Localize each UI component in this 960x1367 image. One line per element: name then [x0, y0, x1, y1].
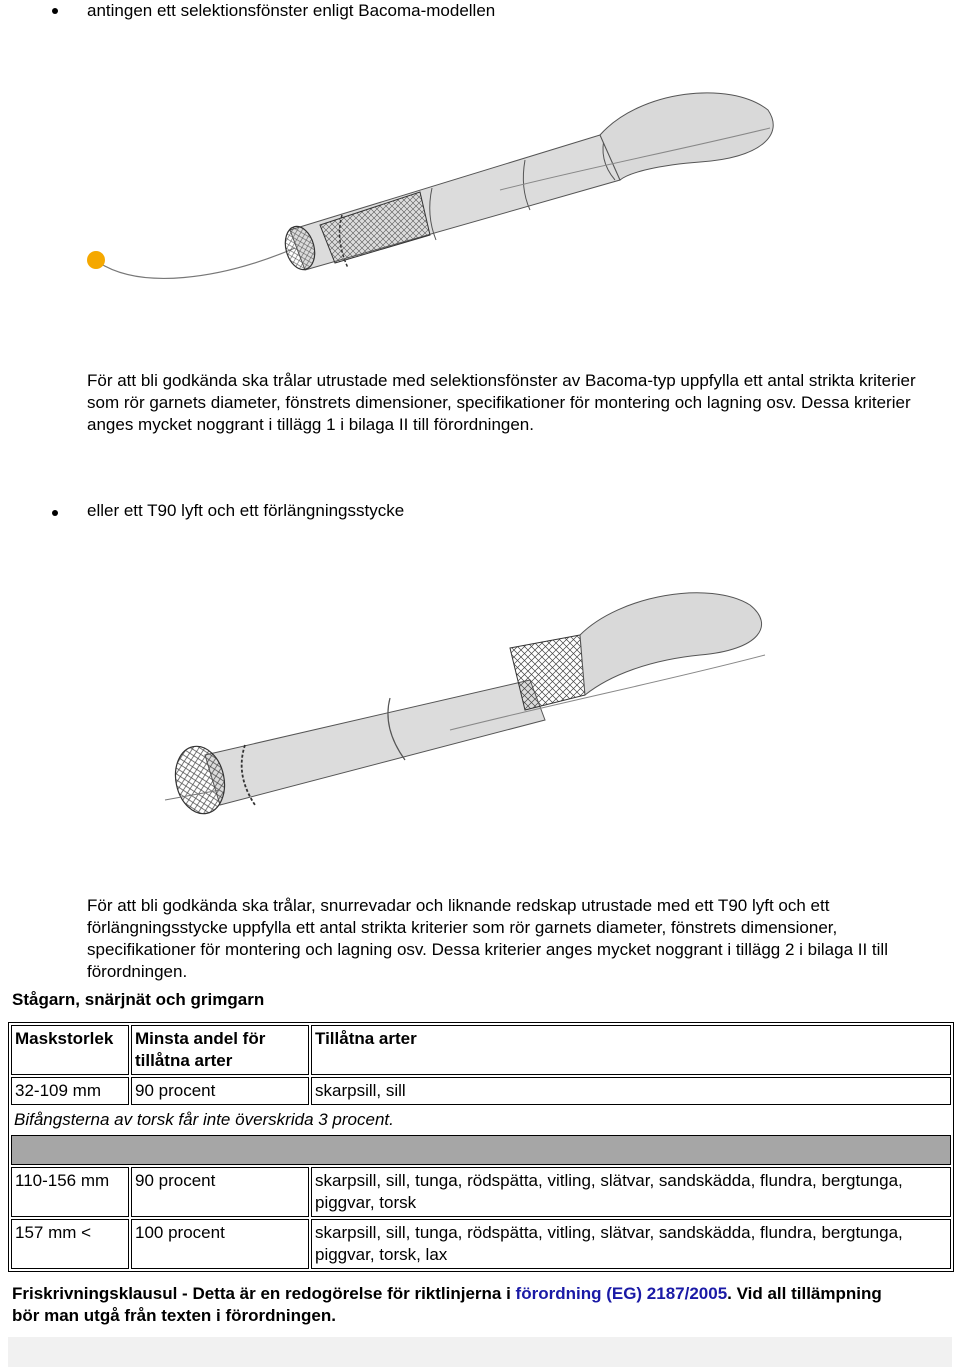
- disclaimer-suffix: . Vid all tillämpning bör man utgå från texten i förordningen.: [12, 1284, 882, 1325]
- bullet-icon: [52, 510, 58, 516]
- bullet-text-bacoma: antingen ett selektionsfönster enligt Bacoma-modellen: [87, 1, 496, 20]
- header-mesh-size: Maskstorlek: [11, 1025, 129, 1075]
- footer-band: [8, 1337, 952, 1367]
- t90-trawl-figure: [150, 580, 790, 840]
- regulation-link[interactable]: förordning (EG) 2187/2005: [515, 1284, 728, 1303]
- species-cell: skarpsill, sill, tunga, rödspätta, vitling, slätvar, sandskädda, flundra, bergtunga, piggvar, torsk, lax: [311, 1219, 951, 1269]
- mesh-size-cell: 110-156 mm: [11, 1167, 129, 1217]
- species-cell: skarpsill, sill: [311, 1077, 951, 1105]
- mesh-size-table: [8, 1022, 954, 1272]
- header-allowed-species: Tillåtna arter: [311, 1025, 951, 1075]
- table-divider-row: [11, 1135, 951, 1165]
- bullet-text-t90: eller ett T90 lyft och ett förlängningsstycke: [87, 501, 405, 520]
- t90-description: För att bli godkända ska trålar, snurrevadar och liknande redskap utrustade med ett T90 lyft och ett förlängningsstycke uppfylla ett antal strikta kriterier som rör garnets diameter, fönstrets dimensioner, specifikationer för montering och lagning osv. Dessa kriterier anges mycket noggrant i tillägg 2 i bilaga II till förordningen.: [87, 896, 888, 981]
- mesh-size-cell: 32-109 mm: [11, 1077, 129, 1105]
- min-share-cell: 90 procent: [131, 1077, 309, 1105]
- mesh-size-cell: 157 mm <: [11, 1219, 129, 1269]
- table-row: [11, 1219, 951, 1269]
- min-share-cell: 100 procent: [131, 1219, 309, 1269]
- table-note-row: [11, 1107, 951, 1133]
- bacoma-trawl-figure: [80, 80, 780, 300]
- min-share-cell: 90 procent: [131, 1167, 309, 1217]
- table-row: [11, 1167, 951, 1217]
- tow-line: [98, 248, 295, 278]
- bacoma-description: För att bli godkända ska trålar utrustade med selektionsfönster av Bacoma-typ uppfylla ett antal strikta kriterier som rör garnets diameter, fönstrets dimensioner, specifikationer för montering och lagning osv. Dessa kriterier anges mycket noggrant i tillägg 1 i bilaga II till förordningen.: [87, 371, 916, 434]
- gray-divider: [11, 1135, 951, 1165]
- table-header-row: [11, 1025, 951, 1075]
- section-heading: Stågarn, snärjnät och grimgarn: [12, 990, 265, 1009]
- header-min-share: Minsta andel för tillåtna arter: [131, 1025, 309, 1075]
- bullet-icon: [52, 8, 58, 14]
- bycatch-note: Bifångsterna av torsk får inte överskrida 3 procent.: [14, 1110, 394, 1129]
- table-row: [11, 1077, 951, 1105]
- disclaimer: [12, 1283, 912, 1327]
- float-icon: [87, 251, 105, 269]
- species-cell: skarpsill, sill, tunga, rödspätta, vitling, slätvar, sandskädda, flundra, bergtunga, piggvar, torsk: [311, 1167, 951, 1217]
- disclaimer-prefix: Friskrivningsklausul - Detta är en redogörelse för riktlinjerna i: [12, 1284, 516, 1303]
